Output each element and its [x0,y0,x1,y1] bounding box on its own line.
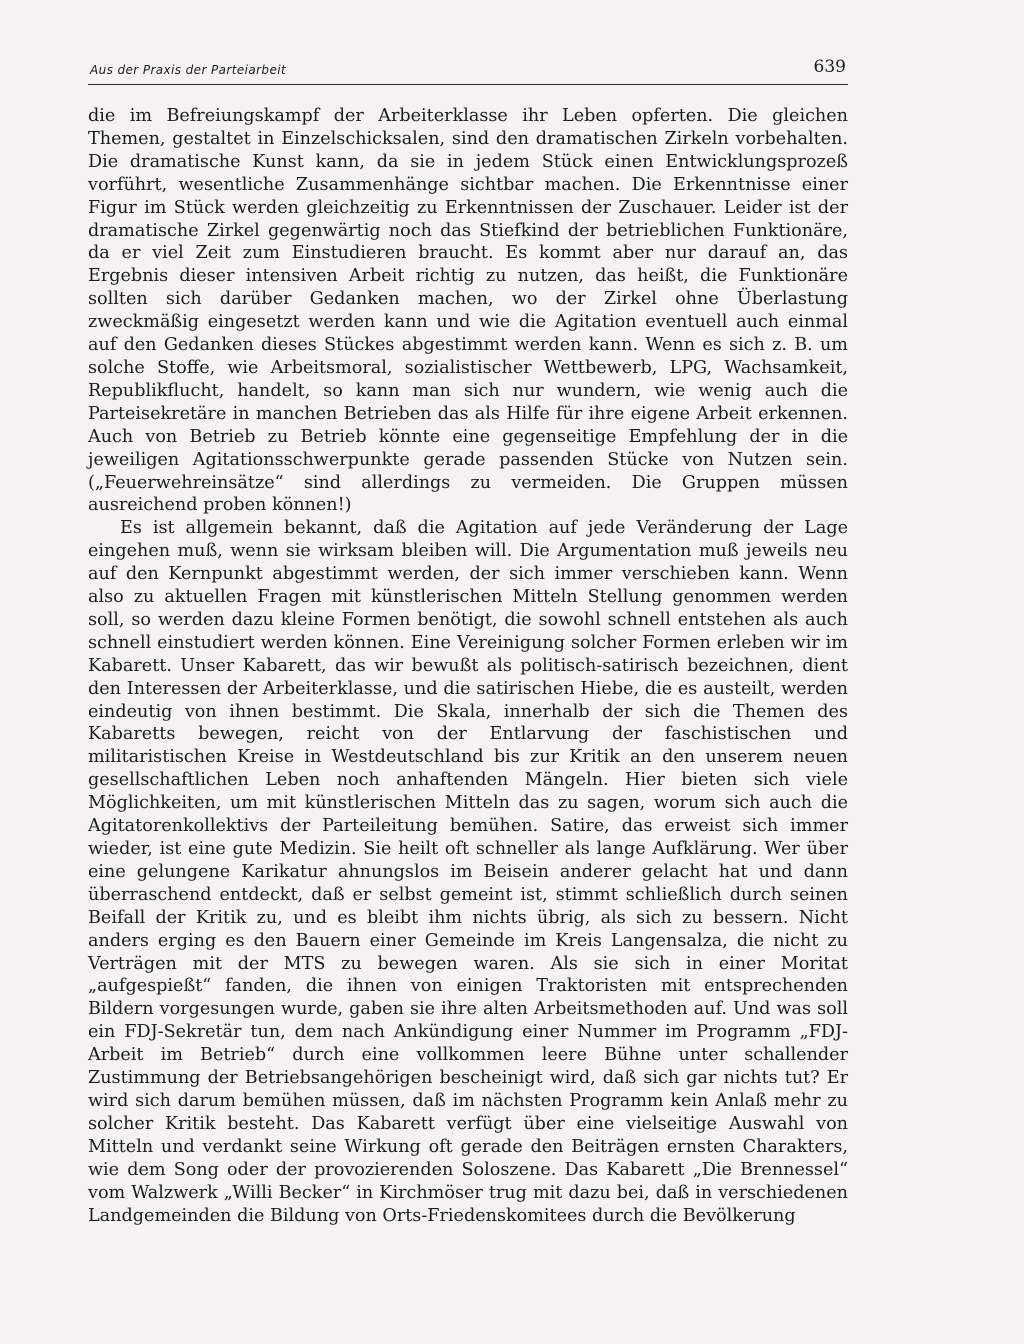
page-number: 639 [813,57,846,77]
paragraph-kabarett: Es ist allgemein bekannt, daß die Agitation auf jede Veränderung der Lage eingehen muß, wenn sie wirksam bleiben will. Die Argumentation muß jeweils neu auf den Kernpunkt abgestimmt werden, der sich immer verschieben kann. Wenn also zu aktuellen Fragen mit künstlerischen Mitteln Stellung genommen werden soll, so werden dazu kleine Formen benötigt, die sowohl schnell entstehen als auch schnell einstudiert werden können. Eine Vereinigung solcher Formen erleben wir im Kabarett. Unser Kabarett, das wir bewußt als politisch-satirisch bezeichnen, dient den Interessen der Arbeiterklasse, und die satirischen Hiebe, die es austeilt, werden eindeutig von ihnen bestimmt. Die Skala, innerhalb der sich die Themen des Kabaretts bewegen, reicht von der Entlarvung der faschistischen und militaristischen Kreise in Westdeutschland bis zur Kritik an den unserem neuen gesellschaftlichen Leben noch anhaftenden Mängeln. Hier bieten sich viele Möglichkeiten, um mit künstlerischen Mitteln das zu sagen, worum sich auch die Agitatorenkollektivs der Parteileitung bemühen. Satire, das erweist sich immer wieder, ist eine gute Medizin. Sie heilt oft schneller als lange Aufklärung. Wer über eine gelungene Karikatur ahnungslos im Beisein anderer gelacht hat und dann überraschend entdeckt, daß er selbst gemeint ist, stimmt schließlich durch seinen Beifall der Kritik zu, und es bleibt ihm nichts übrig, als sich zu bessern. Nicht anders erging es den Bauern einer Gemeinde im Kreis Langensalza, die nicht zu Verträgen mit der MTS zu bewegen waren. Als sie sich in einer Moritat „aufgespießt“ fanden, die ihnen von einigen Traktoristen mit entsprechenden Bildern vorgesungen wurde, gaben sie ihre alten Arbeitsmethoden auf. Und was soll ein FDJ-Sekretär tun, dem nach Ankündigung einer Nummer im Programm „FDJ-Arbeit im Betrieb“ durch eine vollkommen leere Bühne unter schallender Zustimmung der Betriebsangehörigen bescheinigt wird, daß sich gar nichts tut? Er wird sich darum bemühen müssen, daß im nächsten Programm kein Anlaß mehr zu solcher Kritik besteht. Das Kabarett verfügt über eine vielseitige Auswahl von Mitteln und verdankt seine Wirkung oft gerade den Beiträgen ernsten Charakters, wie dem Song oder der provozierenden Soloszene. Das Kabarett „Die Brennessel“ vom Walzwerk „Willi Becker“ in Kirchmöser trug mit dazu bei, daß in verschiedenen Landgemeinden die Bildung von Orts-Friedenskomitees durch die Bevölkerung [88,518,848,1226]
running-title: Aus der Praxis der Parteiarbeit [90,63,287,77]
body-text [88,105,848,1227]
page-header [88,56,848,85]
document-page [88,56,848,1227]
paragraph-continuation: die im Befreiungskampf der Arbeiterklasse ihr Leben opferten. Die gleichen Themen, gestaltet in Einzelschicksalen, sind den dramatischen Zirkeln vorbehalten. Die dramatische Kunst kann, da sie in jedem Stück einen Entwicklungsprozeß vorführt, wesentliche Zusammenhänge sichtbar machen. Die Erkenntnisse einer Figur im Stück werden gleichzeitig zu Erkenntnissen der Zuschauer. Leider ist der dramatische Zirkel gegenwärtig noch das Stiefkind der betrieblichen Funktionäre, da er viel Zeit zum Einstudieren braucht. Es kommt aber nur darauf an, das Ergebnis dieser intensiven Arbeit richtig zu nutzen, das heißt, die Funktionäre sollten sich darüber Gedanken machen, wo der Zirkel ohne Überlastung zweckmäßig eingesetzt werden kann und wie die Agitation eventuell auch einmal auf den Gedanken dieses Stückes abgestimmt werden kann. Wenn es sich z. B. um solche Stoffe, wie Arbeitsmoral, sozialistischer Wettbewerb, LPG, Wachsamkeit, Republikflucht, handelt, so kann man sich nur wundern, wie wenig auch die Parteisekretäre in manchen Betrieben das als Hilfe für ihre eigene Arbeit erkennen. Auch von Betrieb zu Betrieb könnte eine gegenseitige Empfehlung der in die jeweiligen Agitationsschwerpunkte gerade passenden Stücke von Nutzen sein. („Feuerwehreinsätze“ sind allerdings zu vermeiden. Die Gruppen müssen ausreichend proben können!) [88,106,848,516]
